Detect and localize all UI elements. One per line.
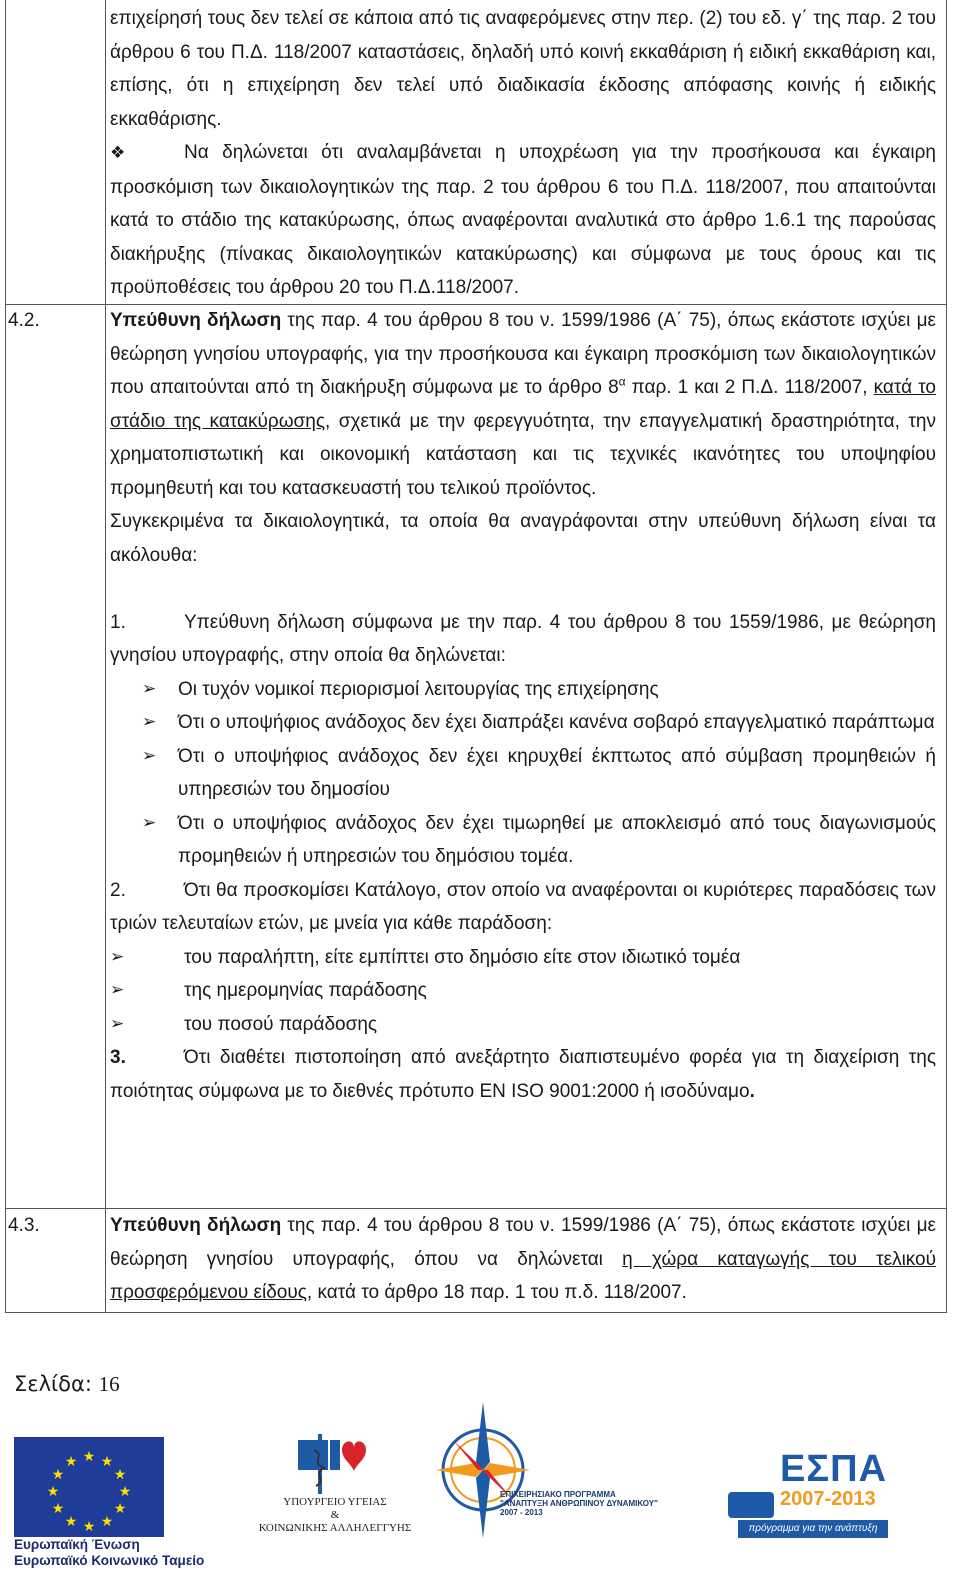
- list-item-text: Οι τυχόν νομικοί περιορισμοί λειτουργίας της επιχείρησης: [178, 678, 659, 700]
- svg-text:★: ★: [64, 1514, 78, 1530]
- diamond-bullet-paragraph: [110, 136, 936, 305]
- section-4-2-p2: Συγκεκριμένα τα δικαιολογητικά, τα οποία θα αναγράφονται στην υπεύθυνη δήλωση είναι τα ακόλουθα:: [110, 511, 936, 566]
- list-item: [142, 740, 936, 807]
- program-caption: [500, 1490, 660, 1517]
- eu-caption-line: Ευρωπαϊκό Κοινωνικό Ταμείο: [14, 1553, 205, 1568]
- continuation-cell: [110, 2, 936, 305]
- section-4-2-cell: [110, 304, 936, 1108]
- item-1: [110, 606, 936, 673]
- item-2: [110, 874, 936, 941]
- svg-text:★: ★: [51, 1501, 65, 1517]
- page-number: [14, 1372, 120, 1397]
- svg-text:★: ★: [46, 1484, 60, 1500]
- svg-text:★: ★: [118, 1484, 132, 1500]
- ministry-caption-line: ΚΟΙΝΩΝΙΚΗΣ ΑΛΛΗΛΕΓΓΥΗΣ: [258, 1522, 412, 1534]
- list-item: [142, 706, 936, 740]
- list-item-text: της ημερομηνίας παράδοσης: [184, 980, 427, 1001]
- program-caption-line: 2007 - 2013: [500, 1508, 543, 1517]
- bold-lead: Υπεύθυνη δήλωση: [110, 1215, 282, 1236]
- list-item-text: Ότι ο υποψήφιος ανάδοχος δεν έχει κηρυχθεί έκπτωτος από σύμβαση προμηθειών ή υπηρεσιών του δημοσίου: [178, 745, 936, 800]
- svg-text:★: ★: [64, 1454, 78, 1470]
- arrow-bullet-icon: ➢: [142, 678, 157, 699]
- section-number-4-3: 4.3.: [8, 1215, 40, 1236]
- section-4-2-intro: [110, 304, 936, 505]
- compass-rose-icon: [428, 1400, 538, 1540]
- spacer: [110, 572, 936, 606]
- page-number-value: 16: [98, 1372, 120, 1396]
- svg-text:★: ★: [51, 1467, 65, 1483]
- arrow-bullet-icon: ➢: [142, 745, 157, 766]
- list-item-text: Ότι ο υποψήφιος ανάδοχος δεν έχει διαπράξει κανένα σοβαρό επαγγελματικό παράπτωμα: [178, 712, 935, 733]
- item-2-number: 2.: [110, 879, 126, 901]
- ministry-caption-line: ΥΠΟΥΡΓΕΙΟ ΥΓΕΙΑΣ: [283, 1496, 387, 1508]
- arrow-bullet-icon: ➢: [110, 946, 125, 967]
- program-caption-line: "ΑΝΑΠΤΥΞΗ ΑΝΘΡΩΠΙΝΟΥ ΔΥΝΑΜΙΚΟΥ": [500, 1499, 658, 1508]
- list-item-text: του παραλήπτη, είτε εμπίπτει στο δημόσιο είτε στον ιδιωτικό τομέα: [184, 946, 741, 968]
- item-3-text: Ότι διαθέτει πιστοποίηση από ανεξάρτητο διαπιστευμένο φορέα για τη διαχείριση της ποιότητας σύμφωνα με το διεθνές πρότυπο EN ISO 9001:2000 ή ισοδύναμο: [110, 1047, 936, 1102]
- svg-text:★: ★: [113, 1467, 127, 1483]
- item-2-bullets: [110, 941, 936, 1042]
- item-3: [110, 1041, 936, 1108]
- list-item-text: του ποσού παράδοσης: [184, 1013, 378, 1035]
- section-4-3-text: [110, 1209, 936, 1310]
- ministry-caption-line: &: [330, 1509, 340, 1521]
- espa-swoosh-icon: [728, 1492, 774, 1518]
- bold-lead: Υπεύθυνη δήλωση: [110, 310, 282, 331]
- intro-text: της παρ. 4 του άρθρου 8 του ν. 1599/1986 (Α΄ 75), όπως εκάστοτε ισχύει με θεώρηση γνησίου υπογραφής, όπου να δηλώνεται: [110, 1215, 936, 1270]
- diamond-bullet-icon: ❖: [110, 143, 126, 163]
- eu-caption-line: Ευρωπαϊκή Ένωση: [14, 1537, 140, 1552]
- espa-years: 2007-2013: [780, 1488, 876, 1510]
- list-item: [142, 807, 936, 874]
- underlined-phrase: η χώρα καταγωγής του τελικού προσφερόμενου είδους: [110, 1248, 937, 1303]
- eu-stars-icon: [14, 1437, 164, 1537]
- svg-text:★: ★: [113, 1501, 127, 1517]
- svg-text:★: ★: [82, 1519, 96, 1535]
- item-3-number: 3.: [110, 1047, 126, 1068]
- section-4-3-cell: [110, 1209, 936, 1310]
- underlined-phrase: κατά το στάδιο της κατακύρωσης,: [110, 377, 936, 432]
- arrow-bullet-icon: ➢: [110, 980, 125, 1000]
- program-caption-line: ΕΠΙΧΕΙΡΗΣΙΑΚΟ ΠΡΟΓΡΑΜΜΑ: [500, 1490, 616, 1499]
- list-item-text: Ότι ο υποψήφιος ανάδοχος δεν έχει τιμωρηθεί με αποκλεισμό από τους διαγωνισμούς προμηθειών ή υπηρεσιών του δημόσιου τομέα.: [178, 812, 936, 867]
- svg-text:★: ★: [82, 1449, 96, 1465]
- eu-flag-logo: [14, 1437, 164, 1537]
- eu-caption: [14, 1537, 204, 1569]
- superscript: α: [618, 374, 626, 389]
- page-label: Σελίδα:: [14, 1372, 99, 1396]
- list-item: [110, 1008, 936, 1042]
- item-1-number: 1.: [110, 611, 126, 633]
- item-1-bullets: [110, 673, 936, 874]
- svg-text:★: ★: [100, 1454, 114, 1470]
- list-item: [110, 974, 936, 1008]
- espa-tagline: πρόγραμμα για την ανάπτυξη: [738, 1520, 888, 1538]
- svg-text:★: ★: [100, 1514, 114, 1530]
- diamond-bullet-text: Να δηλώνεται ότι αναλαμβάνεται η υποχρέωση για την προσήκουσα και έγκαιρη προσκόμιση των δικαιολογητικών της παρ. 2 του άρθρου 6 του Π.Δ. 118/2007, που απαιτούνται κατά το στάδιο της κατακύρωσης, όπως αναφέρονται αναλυτικά στο άρθρο 1.6.1 της παρούσας διακήρυξης (πίνακας δικαιολογητικών κατακύρωσης) και σύμφωνα με τους όρους και τις προϋποθέσεις του άρθρου 20 του Π.Δ.118/2007.: [110, 142, 936, 298]
- list-item: [142, 673, 936, 707]
- arrow-bullet-icon: ➢: [142, 812, 157, 833]
- column-divider: [105, 0, 106, 1312]
- espa-title: ΕΣΠΑ: [780, 1448, 888, 1490]
- section-number-4-2: 4.2.: [8, 310, 40, 331]
- ministry-logo: [250, 1430, 420, 1560]
- item-2-text: Ότι θα προσκομίσει Κατάλογο, στον οποίο να αναφέρονται οι κυριότερες παραδόσεις των τριών τελευταίων ετών, με μνεία για κάθε παράδοση:: [110, 879, 936, 934]
- ministry-emblem-icon: [250, 1430, 420, 1500]
- intro-text: της παρ. 4 του άρθρου 8 του ν. 1599/1986 (Α΄ 75), όπως εκάστοτε ισχύει με θεώρηση γνησίου υπογραφής, για την προσήκουσα και έγκαιρη προσκόμιση των δικαιολογητικών που απαιτούνται από τη διακήρυξη σύμφωνα με το άρθρο 8: [110, 310, 936, 398]
- ministry-caption: [248, 1496, 422, 1535]
- intro-text-2: παρ. 1 και 2 Π.Δ. 118/2007,: [625, 377, 874, 398]
- list-item: [110, 941, 936, 975]
- intro-tail: σχετικά με την φερεγγυότητα, την επαγγελματική δραστηριότητα, την χρηματοπιστωτική και οικονομική κατάσταση και τις τεχνικές ικανότητες του υποψηφίου προμηθευτή και του κατασκευαστή του τελικού προϊόντος.: [110, 410, 936, 499]
- item-1-text: Υπεύθυνη δήλωση σύμφωνα με την παρ. 4 του άρθρου 8 του 1559/1986, με θεώρηση γνησίου υπογραφής, στην οποία θα δηλώνεται:: [110, 611, 936, 666]
- item-3-end: .: [749, 1080, 755, 1102]
- compass-logo: [428, 1400, 538, 1540]
- intro-tail: , κατά το άρθρο 18 παρ. 1 του π.δ. 118/2007.: [306, 1282, 687, 1303]
- espa-logo: [728, 1448, 888, 1548]
- arrow-bullet-icon: ➢: [142, 712, 157, 732]
- continuation-paragraph: επιχείρησή τους δεν τελεί σε κάποια από τις αναφερόμενες στην περ. (2) του εδ. γ΄ της παρ. 2 του άρθρου 6 του Π.Δ. 118/2007 καταστάσεις, δηλαδή υπό κοινή εκκαθάριση ή ειδική εκκαθάριση και, επίσης, ότι η επιχείρηση δεν τελεί υπό διαδικασία έκδοσης απόφασης κοινής ή ειδικής εκκαθάρισης.: [110, 8, 936, 130]
- arrow-bullet-icon: ➢: [110, 1013, 125, 1034]
